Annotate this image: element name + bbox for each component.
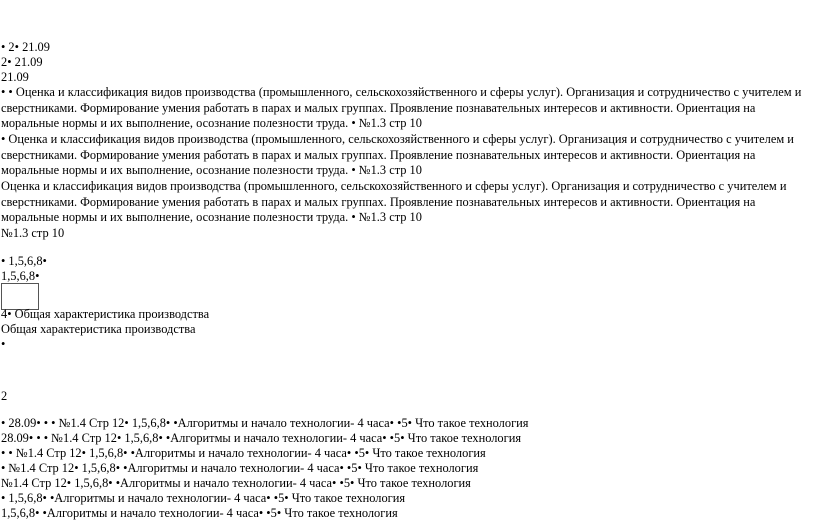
lesson-line-5: №1.4 Стр 12• 1,5,6,8• •Алгоритмы и начало технологии- 4 часа• •5• Что такое технология — [1, 476, 471, 490]
bullet-line: • — [1, 337, 6, 351]
lesson-number: 2 — [1, 389, 8, 403]
lesson-line-6: • 1,5,6,8• •Алгоритмы и начало технологии- 4 часа• •5• Что такое технология — [1, 491, 406, 505]
date-line-1: • 2• 21.09 — [1, 40, 50, 54]
objectives-paragraph-1: • • Оценка и классификация видов производства (промышленного, сельскохозяйственного и сферы услуг). Организация и сотрудничество с учителем и сверстниками. Формирование умения работать в парах и малых группах. Проявление познавательных интересов и активности. Ориентация на моральные нормы и их выполнение, осознание полезности труда. • №1.3 стр 10 — [1, 85, 802, 131]
lesson-line-1: • 28.09• • • №1.4 Стр 12• 1,5,6,8• •Алгоритмы и начало технологии- 4 часа• •5• Что такое технология — [1, 416, 529, 430]
objectives-paragraph-2: • Оценка и классификация видов производства (промышленного, сельскохозяйственного и сферы услуг). Организация и сотрудничество с учителем и сверстниками. Формирование умения работать в парах и малых группах. Проявление познавательных интересов и активности. Ориентация на моральные нормы и их выполнение, осознание полезности труда. • №1.3 стр 10 — [1, 132, 794, 178]
topic-line-1: 4• Общая характеристика производства — [1, 307, 210, 321]
pages-line-1: • 1,5,6,8• — [1, 254, 47, 268]
lesson-line-2: 28.09• • • №1.4 Стр 12• 1,5,6,8• •Алгоритмы и начало технологии- 4 часа• •5• Что такое технология — [1, 431, 522, 445]
pages-line-2: 1,5,6,8• — [1, 269, 40, 283]
date-line-3: 21.09 — [1, 70, 29, 84]
lesson-line-7: 1,5,6,8• •Алгоритмы и начало технологии- 4 часа• •5• Что такое технология — [1, 506, 398, 520]
date-line-2: 2• 21.09 — [1, 55, 43, 69]
lesson-line-4: • №1.4 Стр 12• 1,5,6,8• •Алгоритмы и начало технологии- 4 часа• •5• Что такое технология — [1, 461, 479, 475]
homework-line: №1.3 стр 10 — [1, 226, 65, 240]
empty-cell-box — [1, 283, 39, 310]
objectives-paragraph-3: Оценка и классификация видов производства (промышленного, сельскохозяйственного и сферы услуг). Организация и сотрудничество с учителем и сверстниками. Формирование умения работать в парах и малых группах. Проявление познавательных интересов и активности. Ориентация на моральные нормы и их выполнение, осознание полезности труда. • №1.3 стр 10 — [1, 179, 787, 225]
topic-line-2: Общая характеристика производства — [1, 322, 196, 336]
lesson-line-3: • • №1.4 Стр 12• 1,5,6,8• •Алгоритмы и начало технологии- 4 часа• •5• Что такое технология — [1, 446, 486, 460]
